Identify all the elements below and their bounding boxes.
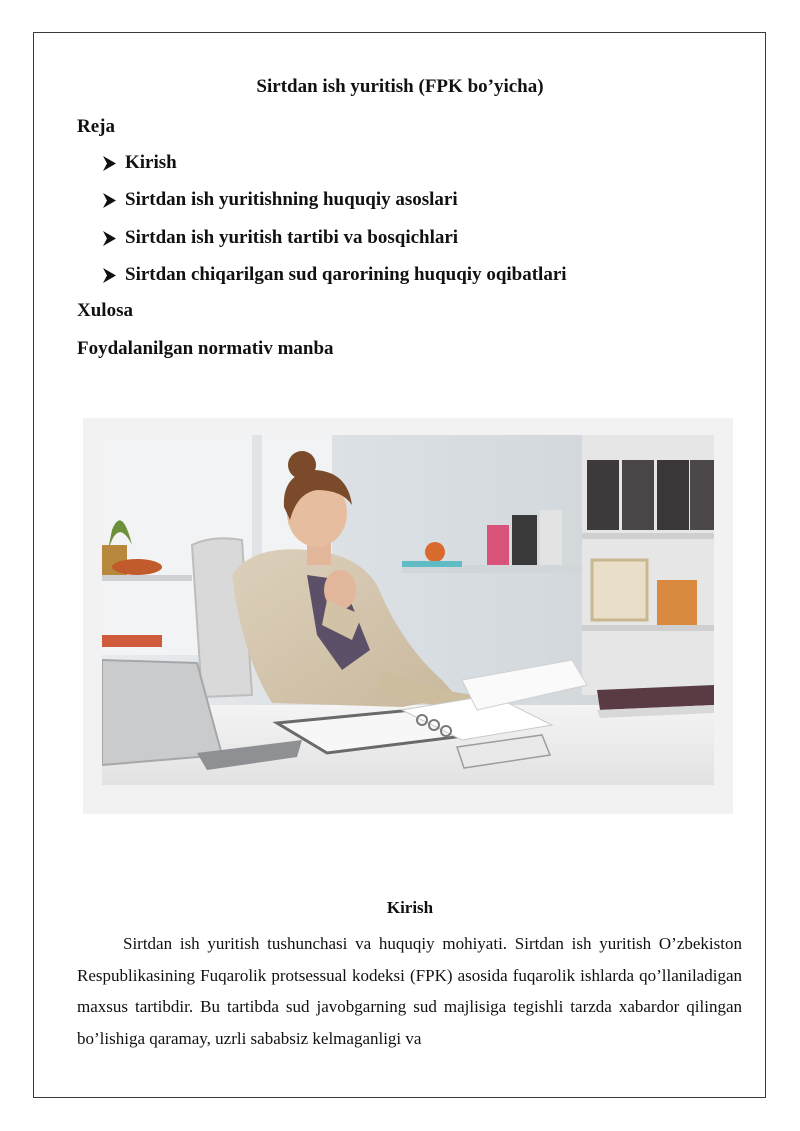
plan-item <box>101 189 458 211</box>
plan-item-label: Sirtdan chiqarilgan sud qarorining huquqiy oqibatlari <box>125 264 567 285</box>
arrow-bullet-icon <box>101 155 118 172</box>
section-title: Kirish <box>386 898 434 917</box>
plan-item-label: Kirish <box>125 152 177 173</box>
conclusion-heading: Xulosa <box>77 300 133 321</box>
arrow-bullet-icon <box>101 267 118 284</box>
arrow-bullet-icon <box>101 230 118 247</box>
plan-item-label: Sirtdan ish yuritish tartibi va bosqichlari <box>125 227 459 248</box>
plan-item <box>101 227 458 249</box>
plan-item <box>101 264 567 286</box>
sources-heading: Foydalanilgan normativ manba <box>77 338 334 359</box>
photo-frame <box>83 418 733 814</box>
plan-item-label: Sirtdan ish yuritishning huquqiy asoslari <box>125 189 458 210</box>
document-title: Sirtdan ish yuritish (FPK bo’yicha) <box>256 76 544 97</box>
plan-item <box>101 152 177 174</box>
arrow-bullet-icon <box>101 192 118 209</box>
office-woman-photo <box>102 435 714 785</box>
body-paragraph: Sirtdan ish yuritish tushunchasi va huquqiy mohiyati. Sirtdan ish yuritish O’zbekiston Respublikasining Fuqarolik protsessual kodeksi (FPK) asosida fuqarolik ishlarda qo’llaniladigan maxsus tartibdir. Bu tartibda sud javobgarning sud majlisiga tegishli tarzda xabardor qilingan bo’lishiga qaramay, uzrli sababsiz kelmaganligi va <box>77 934 742 1048</box>
plan-heading: Reja <box>77 116 115 137</box>
